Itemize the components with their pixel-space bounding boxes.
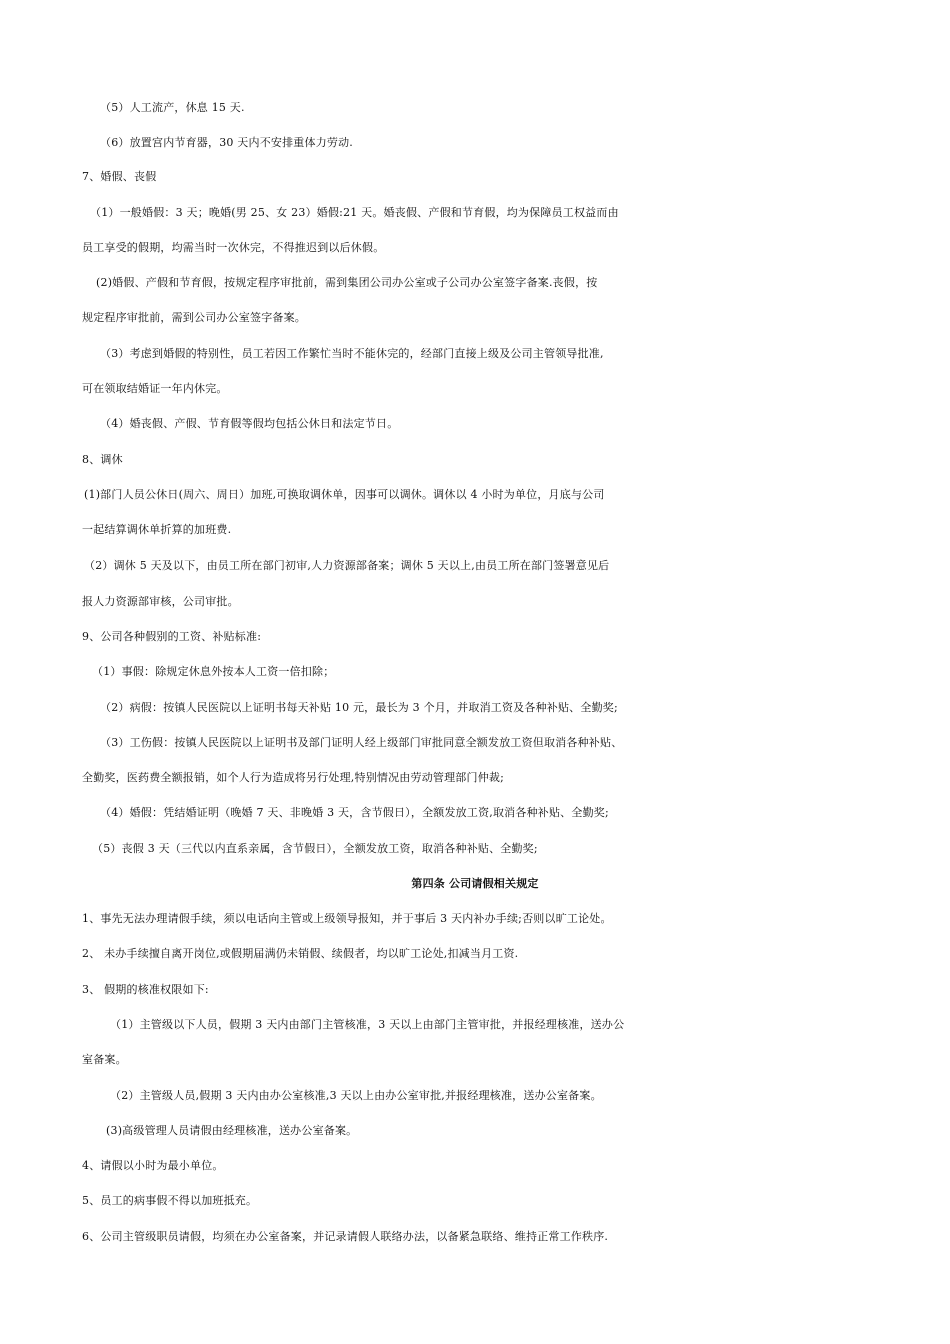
text-line: 5、员工的病事假不得以加班抵充。 <box>82 1194 258 1207</box>
text-line: （2）调休 5 天及以下，由员工所在部门初审,人力资源部备案；调休 5 天以上,由员工所在部门签署意见后 <box>84 559 610 572</box>
section-heading: 8、调休 <box>82 453 123 466</box>
section-heading: 9、公司各种假别的工资、补贴标准: <box>82 630 262 643</box>
text-line: 可在领取结婚证一年内休完。 <box>82 382 228 395</box>
text-line: （1）主管级以下人员，假期 3 天内由部门主管核准，3 天以上由部门主管审批，并报经理核准，送办公 <box>110 1018 625 1031</box>
text-line: 全勤奖，医药费全额报销，如个人行为造成将另行处理,特别情况由劳动管理部门仲裁; <box>82 771 504 784</box>
text-line: （4）婚假：凭结婚证明（晚婚 7 天、非晚婚 3 天，含节假日），全额发放工资,取消各种补贴、全勤奖; <box>100 806 609 819</box>
text-line: （2）病假：按镇人民医院以上证明书每天补贴 10 元，最长为 3 个月，并取消工资及各种补贴、全勤奖; <box>100 701 618 714</box>
text-line: （3）考虑到婚假的特别性，员工若因工作繁忙当时不能休完的，经部门直接上级及公司主管领导批准, <box>100 347 604 360</box>
text-line: 6、公司主管级职员请假，均须在办公室备案，并记录请假人联络办法，以备紧急联络、维持正常工作秩序. <box>82 1230 609 1243</box>
text-line: （1）事假：除规定休息外按本人工资一倍扣除； <box>92 665 335 678</box>
text-line: (3)高级管理人员请假由经理核准，送办公室备案。 <box>106 1124 358 1137</box>
text-line: （4）婚丧假、产假、节育假等假均包括公休日和法定节日。 <box>100 417 399 430</box>
text-line: 3、 假期的核准权限如下: <box>82 983 209 996</box>
article-heading: 第四条 公司请假相关规定 <box>411 877 539 890</box>
text-line: （1）一般婚假：3 天；晚婚(男 25、女 23）婚假:21 天。婚丧假、产假和节育假，均为保障员工权益而由 <box>90 206 619 219</box>
text-line: （3）工伤假：按镇人民医院以上证明书及部门证明人经上级部门审批同意全额发放工资但取消各种补贴、 <box>100 736 623 749</box>
text-line: （6）放置宫内节育器，30 天内不安排重体力劳动. <box>100 136 353 149</box>
text-line: 规定程序审批前，需到公司办公室签字备案。 <box>82 311 306 324</box>
text-line: (1)部门人员公休日(周六、周日）加班,可换取调休单，因事可以调休。调休以 4 小时为单位，月底与公司 <box>84 488 605 501</box>
text-line: 4、请假以小时为最小单位。 <box>82 1159 224 1172</box>
text-line: 一起结算调休单折算的加班费. <box>82 523 232 536</box>
section-heading: 7、婚假、丧假 <box>82 170 157 183</box>
text-line: （5）丧假 3 天（三代以内直系亲属，含节假日），全额发放工资，取消各种补贴、全勤奖; <box>92 842 538 855</box>
text-line: (2)婚假、产假和节育假，按规定程序审批前，需到集团公司办公室或子公司办公室签字备案.丧假，按 <box>96 276 598 289</box>
text-line: 1、事先无法办理请假手续，须以电话向主管或上级领导报知，并于事后 3 天内补办手续;否则以旷工论处。 <box>82 912 612 925</box>
text-line: （2）主管级人员,假期 3 天内由办公室核准,3 天以上由办公室审批,并报经理核准，送办公室备案。 <box>110 1089 602 1102</box>
text-line: 室备案。 <box>82 1053 127 1066</box>
text-line: 2、 未办手续擅自离开岗位,或假期届满仍未销假、续假者，均以旷工论处,扣减当月工资. <box>82 947 519 960</box>
text-line: 报人力资源部审核，公司审批。 <box>82 595 239 608</box>
text-line: （5）人工流产，休息 15 天. <box>100 101 245 114</box>
text-line: 员工享受的假期，均需当时一次休完，不得推迟到以后休假。 <box>82 241 385 254</box>
